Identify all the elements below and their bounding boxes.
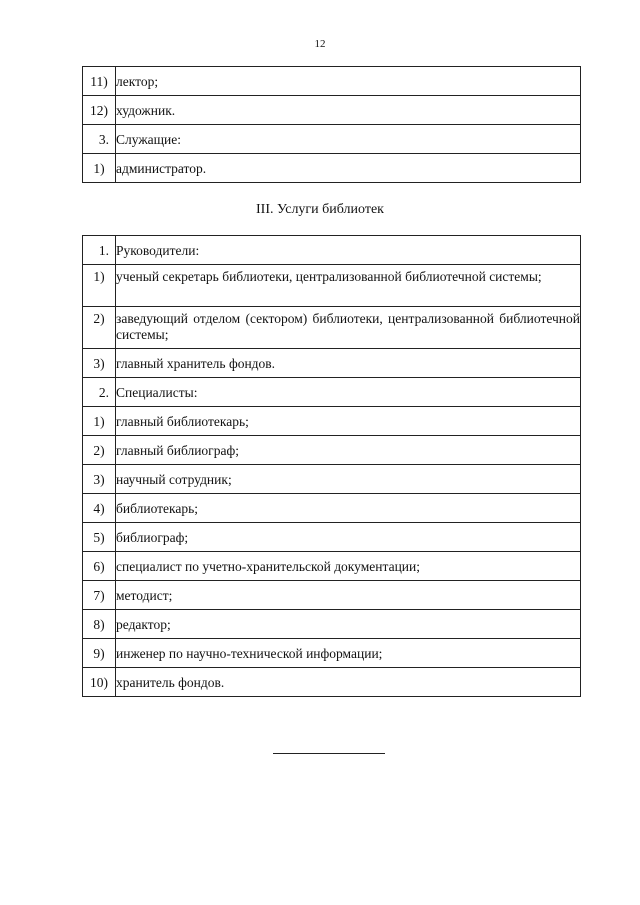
row-text: библиограф; <box>116 523 581 552</box>
row-text: Служащие: <box>116 125 581 154</box>
table-row <box>83 236 581 265</box>
positions-table-continued <box>82 66 581 183</box>
table-row <box>83 523 581 552</box>
row-text: хранитель фондов. <box>116 668 581 697</box>
table-row <box>83 494 581 523</box>
row-text: методист; <box>116 581 581 610</box>
table-row <box>83 67 581 96</box>
row-number: 1) <box>83 154 116 183</box>
table-row <box>83 465 581 494</box>
table-row <box>83 552 581 581</box>
row-number: 2) <box>83 436 116 465</box>
row-number: 6) <box>83 552 116 581</box>
table-row <box>83 265 581 307</box>
row-number: 3. <box>83 125 116 154</box>
row-number: 1) <box>83 407 116 436</box>
section-heading: III. Услуги библиотек <box>256 202 384 217</box>
row-text: библиотекарь; <box>116 494 581 523</box>
row-text: администратор. <box>116 154 581 183</box>
row-number: 3) <box>83 349 116 378</box>
row-text: Специалисты: <box>116 378 581 407</box>
row-number: 10) <box>83 668 116 697</box>
row-number: 12) <box>83 96 116 125</box>
table-row <box>83 436 581 465</box>
row-text: научный сотрудник; <box>116 465 581 494</box>
row-number: 5) <box>83 523 116 552</box>
row-number: 9) <box>83 639 116 668</box>
row-text: инженер по научно-технической информации; <box>116 639 581 668</box>
library-services-table <box>82 235 581 697</box>
row-number: 2) <box>83 307 116 349</box>
row-number: 11) <box>83 67 116 96</box>
row-number: 1. <box>83 236 116 265</box>
row-text: редактор; <box>116 610 581 639</box>
table-row <box>83 581 581 610</box>
table-row <box>83 125 581 154</box>
row-number: 2. <box>83 378 116 407</box>
table-row <box>83 407 581 436</box>
row-text: Руководители: <box>116 236 581 265</box>
row-text: ученый секретарь библиотеки, централизованной библиотечной системы; <box>116 265 581 307</box>
table-row <box>83 639 581 668</box>
table-row <box>83 154 581 183</box>
row-text: специалист по учетно-хранительской документации; <box>116 552 581 581</box>
row-text: лектор; <box>116 67 581 96</box>
row-number: 7) <box>83 581 116 610</box>
row-number: 1) <box>83 265 116 307</box>
row-number: 3) <box>83 465 116 494</box>
row-text: главный хранитель фондов. <box>116 349 581 378</box>
end-of-document-rule <box>273 753 385 754</box>
row-number: 4) <box>83 494 116 523</box>
table-row <box>83 307 581 349</box>
row-number: 8) <box>83 610 116 639</box>
table-row <box>83 349 581 378</box>
row-text: главный библиограф; <box>116 436 581 465</box>
row-text: художник. <box>116 96 581 125</box>
table-row <box>83 668 581 697</box>
table-row <box>83 96 581 125</box>
table-row <box>83 610 581 639</box>
row-text: главный библиотекарь; <box>116 407 581 436</box>
table-row <box>83 378 581 407</box>
page-number: 12 <box>314 38 326 50</box>
row-text: заведующий отделом (сектором) библиотеки, централизованной библиотечной системы; <box>116 307 581 349</box>
